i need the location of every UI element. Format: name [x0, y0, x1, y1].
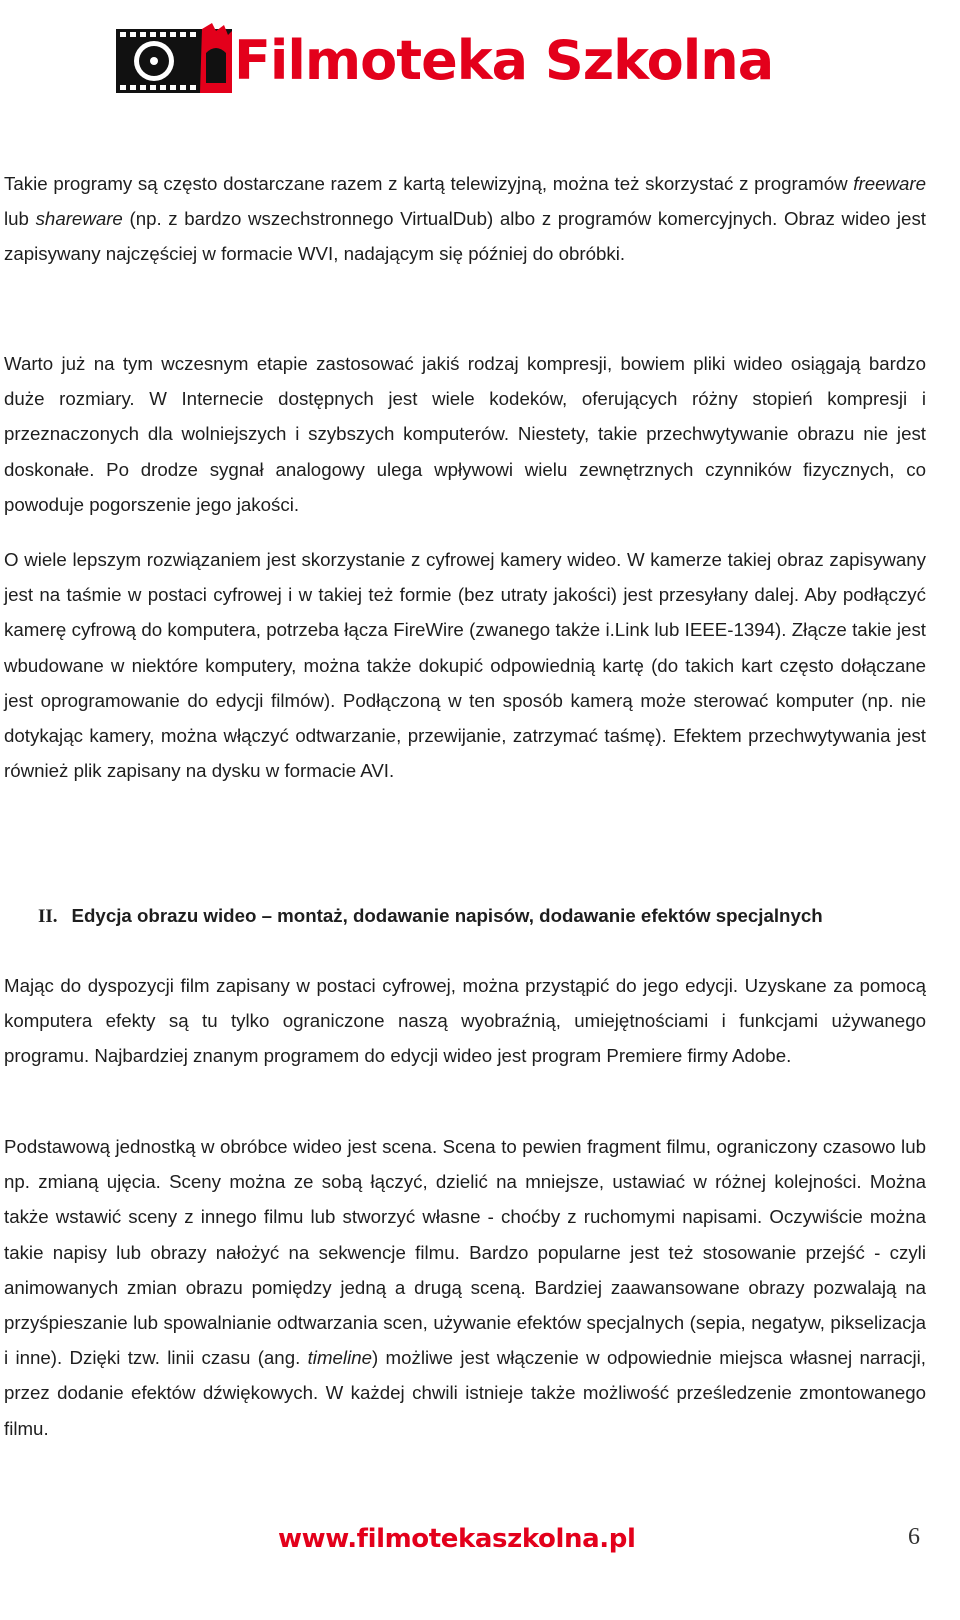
- paragraph: [4, 1129, 926, 1446]
- paragraph-text: Podstawową jednostką w obróbce wideo jest scena. Scena to pewien fragment filmu, ograniczony czasowo lub np. zmianą ujęcia. Sceny można ze sobą łączyć, dzielić na mniejsze, ustawiać w różnej kolejności. Można także wstawić sceny z innego filmu lub stworzyć własne - choćby z ruchomymi napisami. Oczywiście można takie napisy lub obrazy nałożyć na sekwencje filmu. Bardzo popularne jest też stosowanie przejść - czyli animowanych zmian obrazu pomiędzy jedną a drugą sceną. Bardziej zaawansowane obrazy pozwalają na przyśpieszanie lub spowalnianie odtwarzania scen, używanie efektów specjalnych (sepia, negatyw, pikselizacja i inne). Dzięki tzw. linii czasu (ang.: [4, 1136, 926, 1369]
- paragraph-text: ) możliwe jest włączenie w odpowiednie miejsca własnej narracji, przez dodanie efektów dźwiękowych. W każdej chwili istnieje także możliwość prześledzenie zmontowanego filmu.: [4, 1347, 926, 1439]
- paragraph-text: Takie programy są często dostarczane razem z kartą telewizyjną, można też skorzystać z programów: [4, 173, 854, 194]
- paragraph-text: (np. z bardzo wszechstronnego VirtualDub) albo z programów komercyjnych. Obraz wideo jest zapisywany najczęściej w formacie WVI, nadającym się później do obróbki.: [4, 208, 926, 265]
- italic-term: freeware: [853, 173, 926, 194]
- paragraph: [4, 542, 926, 788]
- page-number: 6: [908, 1524, 920, 1550]
- paragraph: [4, 346, 926, 522]
- filmoteka-logo: [116, 22, 806, 100]
- paragraph-text: Warto już na tym wczesnym etapie zastosować jakiś rodzaj kompresji, bowiem pliki wideo osiągają bardzo duże rozmiary. W Internecie dostępnych jest wiele kodeków, oferujących różny stopień kompresji i przeznaczonych dla wolniejszych i szybszych komputerów. Niestety, takie przechwytywanie obrazu nie jest doskonałe. Po drodze sygnał analogowy ulega wpływowi wielu zewnętrznych czynników fizycznych, co powoduje pogorszenie jego jakości.: [4, 353, 926, 515]
- paragraph-text: lub: [4, 208, 36, 230]
- section-title: Edycja obrazu wideo – montaż, dodawanie napisów, dodawanie efektów specjalnych: [71, 905, 823, 926]
- logo-wordmark: Filmoteka Szkolna: [234, 29, 774, 92]
- paragraph-text: Mając do dyspozycji film zapisany w postaci cyfrowej, można przystąpić do jego edycji. Uzyskane za pomocą komputera efekty są tu tylko ograniczone naszą wyobraźnią, umiejętnościami i funkcjami używanego programu. Najbardziej znanym programem do edycji wideo jest program Premiere firmy Adobe.: [4, 975, 926, 1067]
- italic-term: timeline: [307, 1347, 373, 1369]
- footer-url[interactable]: www.filmotekaszkolna.pl: [278, 1524, 636, 1554]
- paragraph: [4, 166, 926, 272]
- italic-term: shareware: [35, 208, 123, 230]
- paragraph: [4, 968, 926, 1074]
- film-reel-icon: [116, 23, 232, 99]
- paragraph-text: O wiele lepszym rozwiązaniem jest skorzystanie z cyfrowej kamery wideo. W kamerze takiej obraz zapisywany jest na taśmie w postaci cyfrowej i w takiej też formie (bez utraty jakości) jest przesyłany dalej. Aby podłączyć kamerę cyfrową do komputera, potrzeba łącza FireWire (zwanego także i.Link lub IEEE-1394). Złącze takie jest wbudowane w niektóre komputery, można także dokupić odpowiednią kartę (do takich kart często dołączane jest oprogramowanie do edycji filmów). Podłączoną w ten sposób kamerą może sterować komputer (np. nie dotykając kamery, można włączyć odtwarzanie, przewijanie, zatrzymać taśmę). Efektem przechwytywania jest również plik zapisany na dysku w formacie AVI.: [4, 549, 926, 782]
- section-heading: [38, 900, 823, 933]
- section-number: II.: [38, 906, 58, 927]
